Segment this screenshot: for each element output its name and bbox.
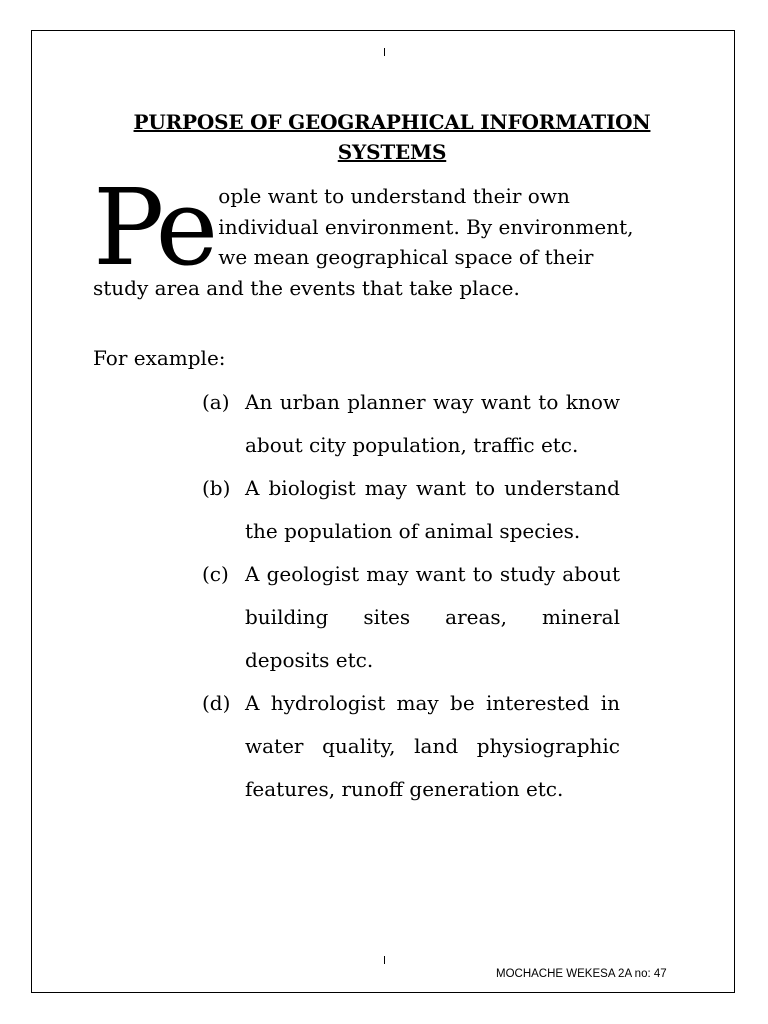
- list-item-text: A biologist may want to understand the population of animal species.: [245, 476, 620, 543]
- footer-mark: [384, 956, 385, 964]
- example-label: For example:: [93, 346, 226, 370]
- list-marker: (d): [202, 691, 231, 715]
- header-mark: [384, 48, 385, 56]
- page-title: PURPOSE OF GEOGRAPHICAL INFORMATION SYSTEMS: [133, 110, 651, 164]
- list-item: [202, 381, 620, 467]
- list-item: [202, 682, 620, 811]
- list-marker: (b): [202, 476, 231, 500]
- list-item: [202, 553, 620, 682]
- list-item-text: A hydrologist may be interested in water quality, land physiographic features, runoff generation etc.: [245, 691, 620, 801]
- list-item-text: An urban planner way want to know about city population, traffic etc.: [245, 390, 620, 457]
- list-item: [202, 467, 620, 553]
- list-item-text: A geologist may want to study about building sites areas, mineral deposits etc.: [245, 562, 620, 672]
- intro-text: ople want to understand their own individual environment. By environment, we mean geographical space of their study area and the events that take place.: [93, 184, 634, 300]
- drop-cap: Pe: [93, 166, 215, 289]
- intro-paragraph: [93, 166, 648, 303]
- list-marker: (a): [202, 390, 230, 414]
- list-marker: (c): [202, 562, 229, 586]
- examples-list: [202, 381, 620, 811]
- footer-text: MOCHACHE WEKESA 2A no: 47: [496, 968, 667, 980]
- document-page: [31, 30, 735, 993]
